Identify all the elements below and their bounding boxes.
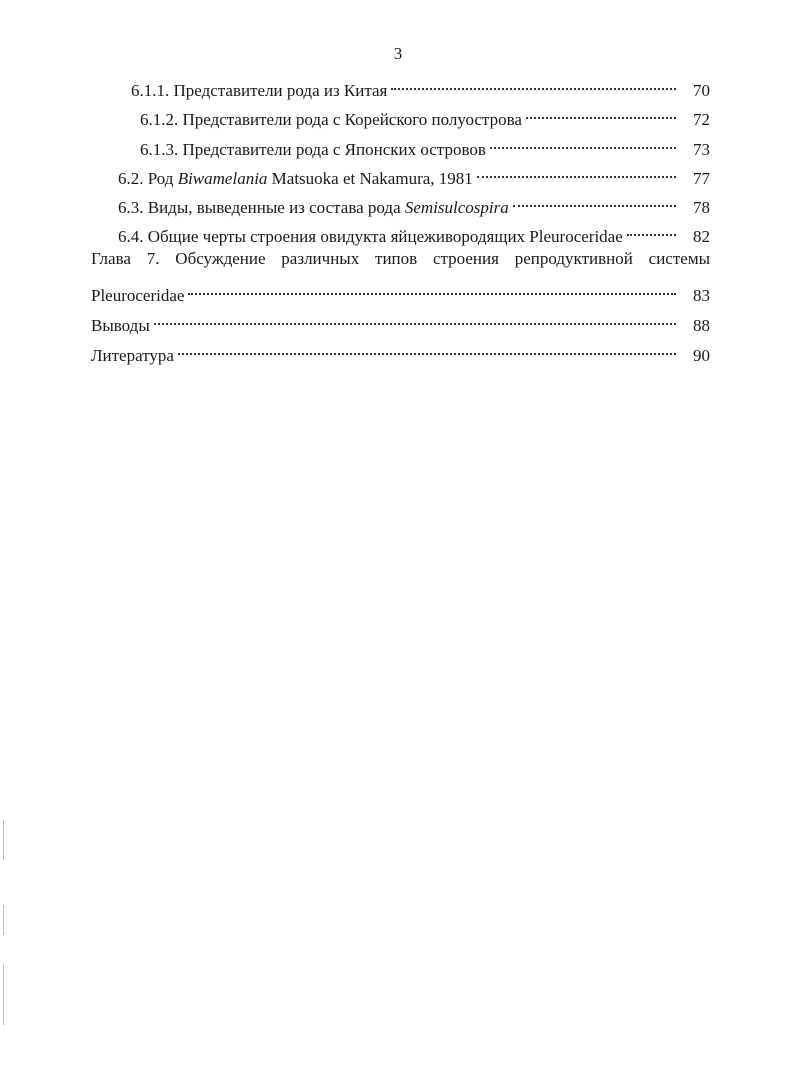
toc-entry-page: 83 <box>693 286 710 305</box>
toc-entry[interactable] <box>140 131 710 159</box>
toc-chapter-7[interactable] <box>91 277 710 305</box>
toc-entry-page: 70 <box>693 81 710 100</box>
toc-entry-page: 77 <box>693 169 710 188</box>
dot-leader <box>526 101 676 125</box>
toc-entry-title: Литература <box>91 346 174 365</box>
toc-entry[interactable] <box>118 160 710 188</box>
toc-literature[interactable] <box>91 337 710 365</box>
scan-edge-mark <box>3 820 4 860</box>
toc-entry-title: 6.2. Род Biwamelania Matsuoka et Nakamura, 1981 <box>118 169 473 188</box>
toc-chapter-7-line-1[interactable]: Глава 7. Обсуждение различных типов строения репродуктивной системы <box>91 249 710 268</box>
toc-entry-title: Pleuroceridae <box>91 286 185 305</box>
toc-conclusions[interactable] <box>91 307 710 335</box>
toc-entry[interactable] <box>131 72 710 100</box>
toc-entry-title: 6.3. Виды, выведенные из состава рода Semisulcospira <box>118 198 509 217</box>
dot-leader <box>391 72 676 96</box>
toc-entry-page: 82 <box>693 227 710 246</box>
scan-edge-mark <box>3 905 4 935</box>
dot-leader <box>178 337 676 361</box>
toc-entry-title: 6.1.2. Представители рода с Корейского полуострова <box>140 110 522 129</box>
toc-entry-page: 88 <box>693 316 710 335</box>
scan-edge-mark <box>3 965 4 1025</box>
toc-entry-page: 78 <box>693 198 710 217</box>
page-number: 3 <box>393 44 403 63</box>
dot-leader <box>188 277 676 301</box>
dot-leader <box>154 307 676 331</box>
toc-entry-title: 6.4. Общие черты строения овидукта яйцеживородящих Pleuroceridae <box>118 227 623 246</box>
toc-entry-page: 73 <box>693 140 710 159</box>
toc-entry-page: 90 <box>693 346 710 365</box>
toc-entry[interactable] <box>140 101 710 129</box>
dot-leader <box>477 160 676 184</box>
toc-entry-title: 6.1.1. Представители рода из Китая <box>131 81 388 100</box>
dot-leader <box>490 131 676 155</box>
toc-entry-title: 6.1.3. Представители рода с Японских островов <box>140 140 486 159</box>
genus-name: Semisulcospira <box>404 198 509 217</box>
toc-entry-page: 72 <box>693 110 710 129</box>
dot-leader <box>627 218 676 242</box>
genus-name: Biwamelania <box>177 169 268 188</box>
toc-entry[interactable] <box>118 218 710 246</box>
toc-entry-title: Выводы <box>91 316 150 335</box>
dot-leader <box>513 189 676 213</box>
toc-entry[interactable] <box>118 189 710 217</box>
